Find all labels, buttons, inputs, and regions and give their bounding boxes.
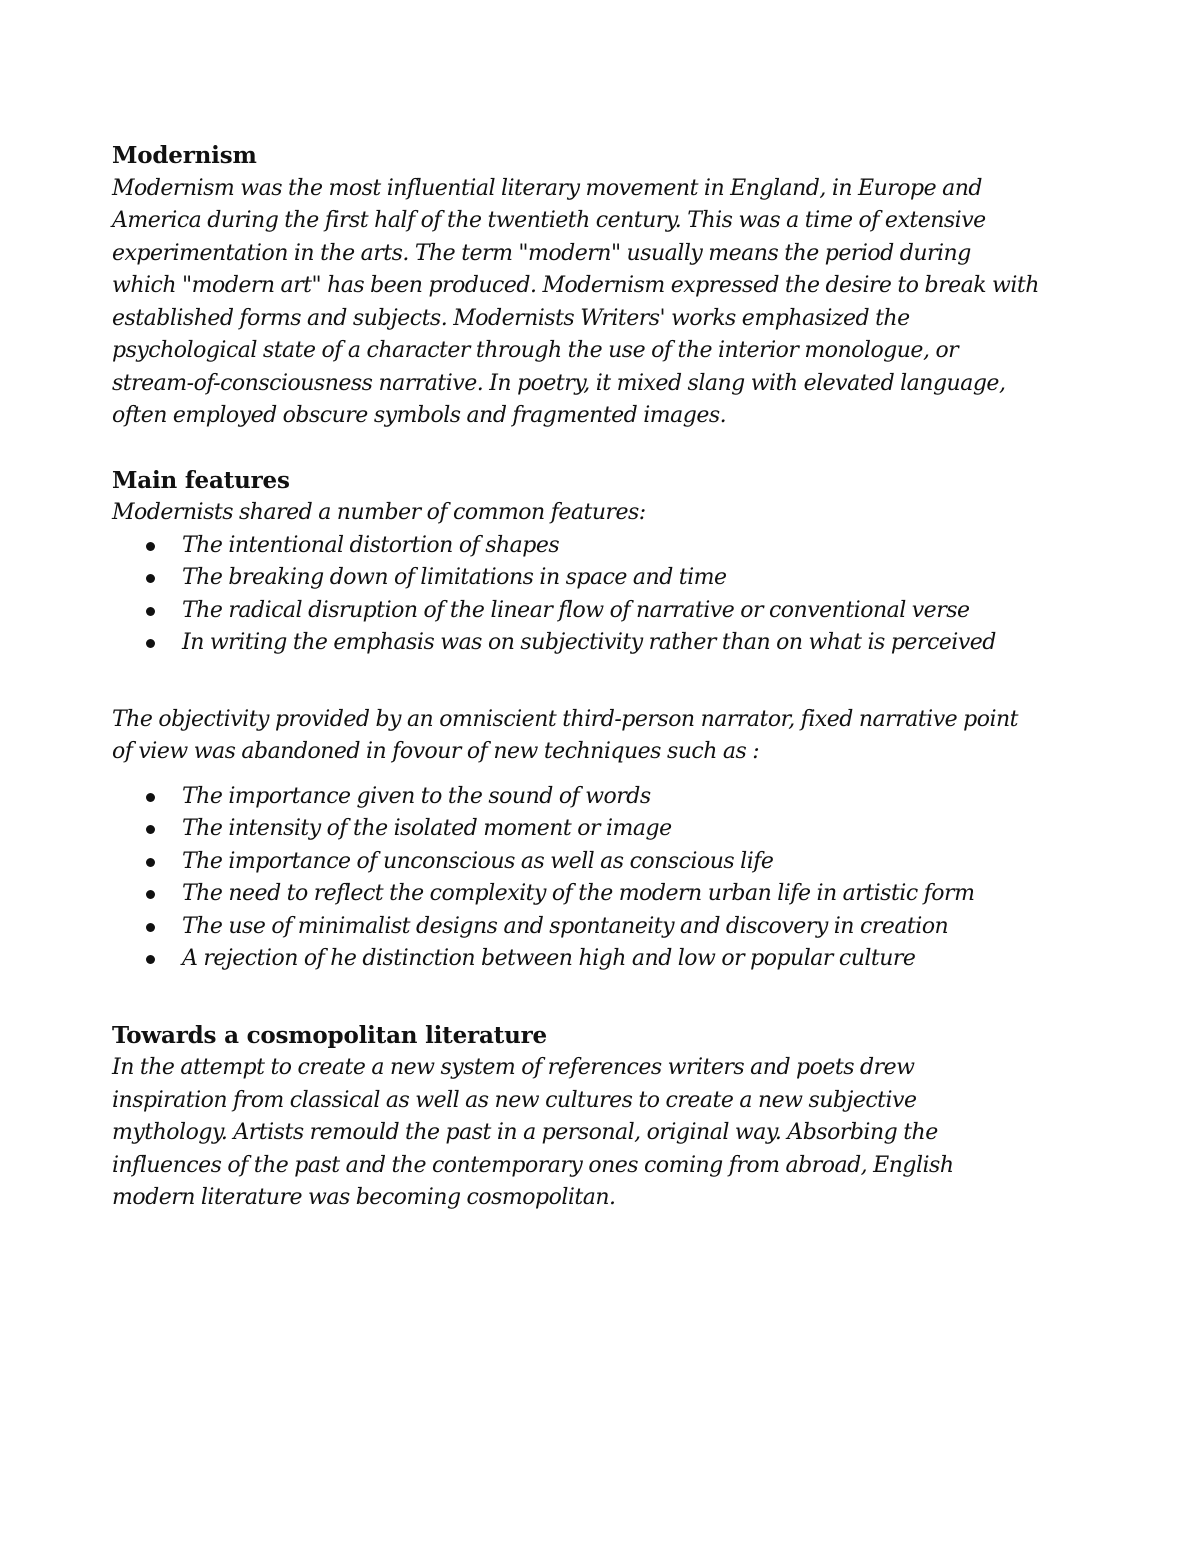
list-item-text: The breaking down of limitations in space and time xyxy=(182,565,727,590)
list-item xyxy=(112,878,1102,911)
paragraph-line: modern literature was becoming cosmopolitan. xyxy=(112,1185,616,1210)
list-item-text: The importance of unconscious as well as conscious life xyxy=(182,848,774,874)
list-item-text: A rejection of he distinction between high and low or popular culture xyxy=(182,946,916,971)
bullet-icon xyxy=(146,639,155,648)
paragraph-line: The objectivity provided by an omniscient third-person narrator, fixed narrative point xyxy=(112,706,1019,732)
paragraph-line: inspiration from classical as well as new cultures to create a new subjective xyxy=(112,1087,917,1113)
paragraph-line: America during the first half of the twentieth century. This was a time of extensive xyxy=(112,208,986,233)
paragraph-line: of view was abandoned in fovour of new techniques such as : xyxy=(112,739,760,764)
features-list xyxy=(112,530,1102,660)
list-item-text: The radical disruption of the linear flow of narrative or conventional verse xyxy=(182,597,970,623)
features-intro xyxy=(112,497,1102,530)
paragraph-modernism xyxy=(112,173,1102,433)
paragraph-line: stream-of-consciousness narrative. In poetry, it mixed slang with elevated language, xyxy=(112,370,1006,396)
list-item-text: The importance given to the sound of words xyxy=(182,783,651,809)
list-item xyxy=(112,595,1102,628)
heading-modernism: Modernism xyxy=(112,142,257,169)
list-item-text: The intensity of the isolated moment or image xyxy=(182,816,672,841)
list-item xyxy=(112,846,1102,879)
list-item xyxy=(112,911,1102,944)
paragraph-line: Modernism was the most influential literary movement in England, in Europe and xyxy=(112,175,982,201)
spacer xyxy=(112,433,1102,465)
spacer xyxy=(112,769,1102,781)
list-item-text: The use of minimalist designs and spontaneity and discovery in creation xyxy=(182,913,949,939)
bullet-icon xyxy=(146,923,155,932)
list-item xyxy=(112,562,1102,595)
bullet-icon xyxy=(146,890,155,899)
techniques-list xyxy=(112,781,1102,976)
list-item xyxy=(112,627,1102,660)
paragraph-line: In the attempt to create a new system of references writers and poets drew xyxy=(112,1055,915,1080)
paragraph-cosmopolitan xyxy=(112,1052,1102,1215)
spacer xyxy=(112,976,1102,1020)
paragraph-line: experimentation in the arts. The term "modern" usually means the period during xyxy=(112,240,971,266)
paragraph-line: established forms and subjects. Modernists Writers' works emphasized the xyxy=(112,305,910,331)
bullet-icon xyxy=(146,793,155,802)
paragraph-line: psychological state of a character through the use of the interior monologue, or xyxy=(112,338,959,363)
bullet-icon xyxy=(146,542,155,551)
bullet-icon xyxy=(146,825,155,834)
list-item-text: In writing the emphasis was on subjectivity rather than on what is perceived xyxy=(182,630,996,655)
heading-main-features: Main features xyxy=(112,466,290,494)
list-item-text: The intentional distortion of shapes xyxy=(182,532,560,558)
paragraph-line: Modernists shared a number of common features: xyxy=(112,500,646,525)
spacer xyxy=(112,660,1102,704)
bullet-icon xyxy=(146,858,155,867)
heading-cosmopolitan: Towards a cosmopolitan literature xyxy=(112,1021,547,1049)
list-item xyxy=(112,781,1102,814)
list-item-text: The need to reflect the complexity of the modern urban life in artistic form xyxy=(182,881,975,906)
paragraph-line: mythology. Artists remould the past in a personal, original way. Absorbing the xyxy=(112,1120,938,1145)
paragraph-line: influences of the past and the contemporary ones coming from abroad, English xyxy=(112,1152,954,1178)
paragraph-line: which "modern art" has been produced. Modernism expressed the desire to break with xyxy=(112,273,1039,298)
bullet-icon xyxy=(146,955,155,964)
document-body xyxy=(112,140,1102,1215)
bullet-icon xyxy=(146,607,155,616)
list-item xyxy=(112,943,1102,976)
paragraph-line: often employed obscure symbols and fragmented images. xyxy=(112,403,727,428)
list-item xyxy=(112,530,1102,563)
paragraph-objectivity xyxy=(112,704,1102,769)
bullet-icon xyxy=(146,574,155,583)
list-item xyxy=(112,813,1102,846)
